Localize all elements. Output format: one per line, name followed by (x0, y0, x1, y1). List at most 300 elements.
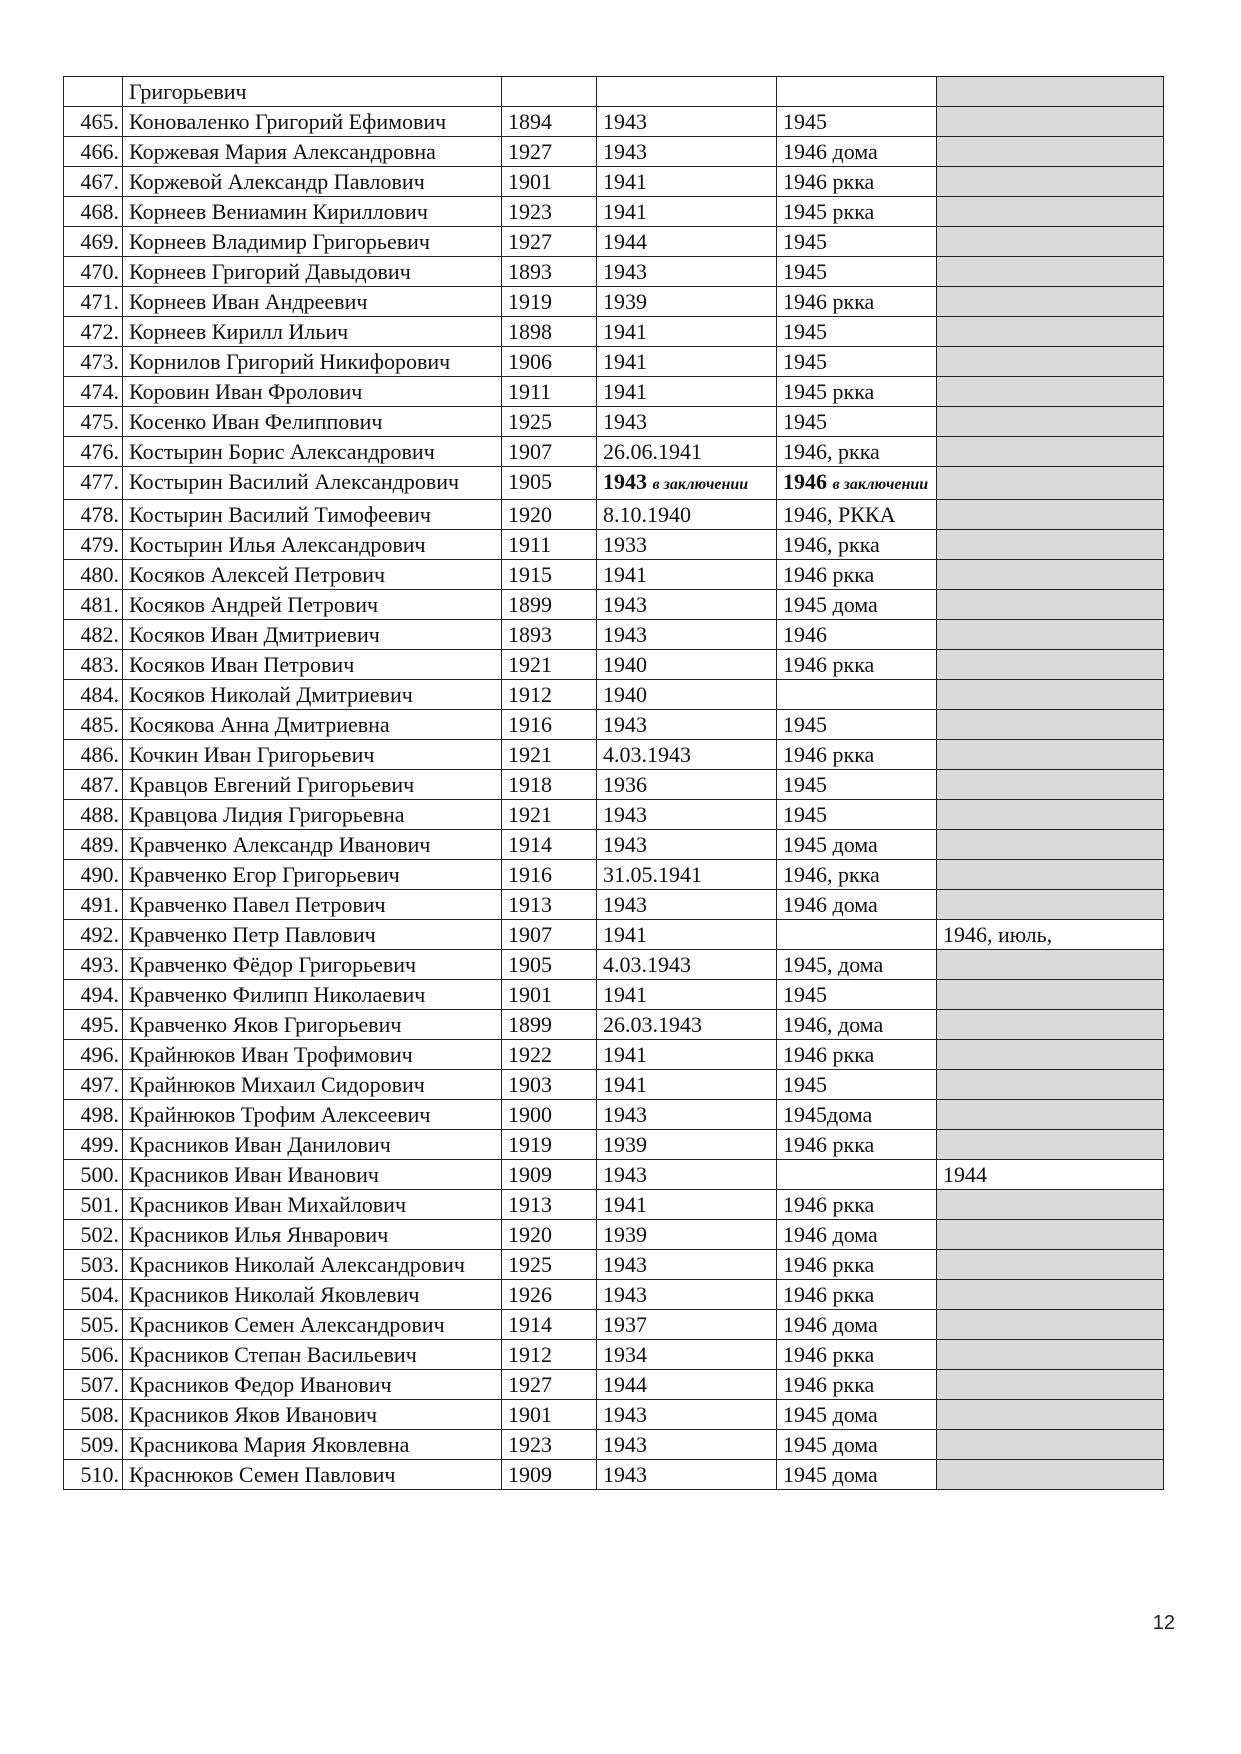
from-date-cell: 1943 (597, 107, 777, 137)
row-number-cell: 476. (64, 437, 123, 467)
birth-year-cell: 1915 (502, 560, 597, 590)
birth-year-cell: 1920 (502, 1220, 597, 1250)
to-date-cell: 1946 ркка (777, 1190, 937, 1220)
row-number-cell: 466. (64, 137, 123, 167)
table-row (64, 650, 1164, 680)
to-date-cell (777, 920, 937, 950)
name-cell: Кравченко Егор Григорьевич (123, 860, 502, 890)
row-number-cell: 471. (64, 287, 123, 317)
to-date-cell: 1945 (777, 770, 937, 800)
name-cell: Кравченко Александр Иванович (123, 830, 502, 860)
from-date-cell: 1941 (597, 1040, 777, 1070)
note-cell (937, 710, 1164, 740)
table-row (64, 560, 1164, 590)
table-row (64, 407, 1164, 437)
to-date-cell: 1946, ркка (777, 860, 937, 890)
birth-year-cell: 1923 (502, 1430, 597, 1460)
table-row (64, 1040, 1164, 1070)
to-date-cell: 1946 ркка (777, 650, 937, 680)
to-date-cell: 1945 дома (777, 1400, 937, 1430)
note-cell (937, 950, 1164, 980)
birth-year-cell: 1925 (502, 1250, 597, 1280)
birth-year-cell: 1921 (502, 650, 597, 680)
from-date-cell: 1943 (597, 137, 777, 167)
table-row (64, 1160, 1164, 1190)
to-date-cell: 1946 дома (777, 1310, 937, 1340)
name-cell: Кравченко Филипп Николаевич (123, 980, 502, 1010)
note-cell (937, 197, 1164, 227)
to-date-cell: 1946 дома (777, 137, 937, 167)
name-cell: Красников Иван Данилович (123, 1130, 502, 1160)
from-date-cell: 1943 (597, 1160, 777, 1190)
from-date-cell: 1937 (597, 1310, 777, 1340)
table-row (64, 1370, 1164, 1400)
note-cell (937, 1100, 1164, 1130)
to-date-cell: 1945 дома (777, 830, 937, 860)
table-row (64, 800, 1164, 830)
table-row (64, 377, 1164, 407)
from-date-cell: 1941 (597, 1070, 777, 1100)
to-date-cell: 1946, ркка (777, 530, 937, 560)
name-cell: Красников Иван Иванович (123, 1160, 502, 1190)
birth-year-cell: 1921 (502, 740, 597, 770)
from-date-cell: 26.06.1941 (597, 437, 777, 467)
from-date-cell: 1944 (597, 1370, 777, 1400)
table-row (64, 740, 1164, 770)
to-date-cell: 1945 дома (777, 1460, 937, 1490)
birth-year-cell: 1927 (502, 227, 597, 257)
name-cell: Красников Яков Иванович (123, 1400, 502, 1430)
row-number-cell: 467. (64, 167, 123, 197)
note-cell (937, 1250, 1164, 1280)
name-cell: Кравцова Лидия Григорьевна (123, 800, 502, 830)
name-cell: Коржевой Александр Павлович (123, 167, 502, 197)
note-cell (937, 437, 1164, 467)
table-row (64, 287, 1164, 317)
note-cell (937, 830, 1164, 860)
to-date-cell: 1945, дома (777, 950, 937, 980)
birth-year-cell: 1914 (502, 830, 597, 860)
from-date-cell: 26.03.1943 (597, 1010, 777, 1040)
row-number-cell: 485. (64, 710, 123, 740)
from-date-cell: 1939 (597, 287, 777, 317)
name-cell: Красников Иван Михайлович (123, 1190, 502, 1220)
name-cell: Коноваленко Григорий Ефимович (123, 107, 502, 137)
name-cell: Григорьевич (123, 77, 502, 107)
birth-year-cell: 1901 (502, 980, 597, 1010)
to-date-cell: 1945 дома (777, 590, 937, 620)
from-date-cell: 1934 (597, 1340, 777, 1370)
from-date-cell: 1936 (597, 770, 777, 800)
to-date-cell: 1946 ркка (777, 167, 937, 197)
birth-year-cell: 1919 (502, 287, 597, 317)
name-cell: Крайнюков Иван Трофимович (123, 1040, 502, 1070)
row-number-cell: 491. (64, 890, 123, 920)
row-number-cell: 469. (64, 227, 123, 257)
birth-year-cell: 1912 (502, 1340, 597, 1370)
name-cell: Красников Федор Иванович (123, 1370, 502, 1400)
table-row (64, 257, 1164, 287)
birth-year-cell: 1927 (502, 1370, 597, 1400)
table-row (64, 680, 1164, 710)
birth-year-cell: 1903 (502, 1070, 597, 1100)
from-date-note: в заключении (652, 476, 749, 493)
to-date-cell: 1946 ркка (777, 740, 937, 770)
birth-year-cell: 1918 (502, 770, 597, 800)
note-cell (937, 770, 1164, 800)
note-cell (937, 227, 1164, 257)
note-cell (937, 1310, 1164, 1340)
to-date-cell: 1946 ркка (777, 560, 937, 590)
note-cell (937, 650, 1164, 680)
from-date-cell: 1943 (597, 1280, 777, 1310)
to-date-cell: 1946 дома (777, 890, 937, 920)
name-cell: Коровин Иван Фролович (123, 377, 502, 407)
birth-year-cell: 1899 (502, 1010, 597, 1040)
table-row (64, 1010, 1164, 1040)
birth-year-cell: 1906 (502, 347, 597, 377)
to-date-cell (777, 1160, 937, 1190)
to-date-cell: 1945 (777, 710, 937, 740)
row-number-cell: 484. (64, 680, 123, 710)
to-date-cell: 1945дома (777, 1100, 937, 1130)
note-cell (937, 287, 1164, 317)
note-cell (937, 590, 1164, 620)
table-row (64, 920, 1164, 950)
birth-year-cell: 1898 (502, 317, 597, 347)
name-cell: Крайнюков Трофим Алексеевич (123, 1100, 502, 1130)
note-cell (937, 1280, 1164, 1310)
row-number-cell: 488. (64, 800, 123, 830)
birth-year-cell: 1893 (502, 620, 597, 650)
to-date-cell: 1945 ркка (777, 197, 937, 227)
table-row (64, 1100, 1164, 1130)
row-number-cell: 487. (64, 770, 123, 800)
row-number-cell: 490. (64, 860, 123, 890)
name-cell: Кравченко Яков Григорьевич (123, 1010, 502, 1040)
birth-year-cell: 1900 (502, 1100, 597, 1130)
row-number-cell: 509. (64, 1430, 123, 1460)
note-cell (937, 467, 1164, 500)
name-cell: Косяков Николай Дмитриевич (123, 680, 502, 710)
table-row (64, 890, 1164, 920)
table-row (64, 107, 1164, 137)
row-number-cell: 510. (64, 1460, 123, 1490)
birth-year-cell: 1919 (502, 1130, 597, 1160)
to-date-cell: 1946, дома (777, 1010, 937, 1040)
from-date-cell: 1943 (597, 830, 777, 860)
name-cell: Косяков Андрей Петрович (123, 590, 502, 620)
to-date-cell: 1945 (777, 227, 937, 257)
name-cell: Костырин Василий Тимофеевич (123, 500, 502, 530)
birth-year-cell: 1893 (502, 257, 597, 287)
name-cell: Коржевая Мария Александровна (123, 137, 502, 167)
to-date-cell: 1946, ркка (777, 437, 937, 467)
name-cell: Косяков Иван Дмитриевич (123, 620, 502, 650)
table-row (64, 620, 1164, 650)
to-date-cell: 1946 ркка (777, 1370, 937, 1400)
from-date-cell: 1941 (597, 377, 777, 407)
row-number-cell: 504. (64, 1280, 123, 1310)
table-row (64, 1280, 1164, 1310)
row-number-cell: 499. (64, 1130, 123, 1160)
row-number-cell: 494. (64, 980, 123, 1010)
name-cell: Красников Степан Васильевич (123, 1340, 502, 1370)
table-row (64, 1190, 1164, 1220)
note-cell (937, 1370, 1164, 1400)
to-date-cell: 1946 ркка (777, 1280, 937, 1310)
table-row (64, 77, 1164, 107)
birth-year-cell: 1922 (502, 1040, 597, 1070)
row-number-cell: 493. (64, 950, 123, 980)
table-row (64, 197, 1164, 227)
from-date-cell: 1941 (597, 1190, 777, 1220)
birth-year-cell: 1911 (502, 377, 597, 407)
row-number-cell: 481. (64, 590, 123, 620)
note-cell (937, 1190, 1164, 1220)
table-row (64, 137, 1164, 167)
birth-year-cell: 1911 (502, 530, 597, 560)
row-number-cell (64, 77, 123, 107)
birth-year-cell: 1912 (502, 680, 597, 710)
note-cell (937, 500, 1164, 530)
from-date-cell: 1941 (597, 980, 777, 1010)
row-number-cell: 480. (64, 560, 123, 590)
from-date-cell: 1943 (597, 1400, 777, 1430)
table-row (64, 467, 1164, 500)
to-date-cell: 1945 (777, 980, 937, 1010)
row-number-cell: 468. (64, 197, 123, 227)
birth-year-cell: 1913 (502, 890, 597, 920)
name-cell: Корнеев Кирилл Ильич (123, 317, 502, 347)
from-date-cell: 1943 (597, 890, 777, 920)
from-date-cell: 1941 (597, 197, 777, 227)
note-cell: 1946, июль, (937, 920, 1164, 950)
row-number-cell: 502. (64, 1220, 123, 1250)
from-date-cell (597, 467, 777, 500)
note-cell (937, 257, 1164, 287)
row-number-cell: 496. (64, 1040, 123, 1070)
table-row (64, 590, 1164, 620)
name-cell: Корнеев Григорий Давыдович (123, 257, 502, 287)
birth-year-cell: 1914 (502, 1310, 597, 1340)
name-cell: Крайнюков Михаил Сидорович (123, 1070, 502, 1100)
from-date-cell: 1943 (597, 1250, 777, 1280)
row-number-cell: 508. (64, 1400, 123, 1430)
table-row (64, 710, 1164, 740)
row-number-cell: 507. (64, 1370, 123, 1400)
name-cell: Кравцов Евгений Григорьевич (123, 770, 502, 800)
birth-year-cell: 1894 (502, 107, 597, 137)
note-cell (937, 620, 1164, 650)
to-date-cell: 1946 ркка (777, 1040, 937, 1070)
birth-year-cell: 1905 (502, 950, 597, 980)
note-cell (937, 890, 1164, 920)
name-cell: Кравченко Павел Петрович (123, 890, 502, 920)
to-date-cell: 1945 (777, 407, 937, 437)
to-date-cell: 1945 (777, 107, 937, 137)
row-number-cell: 479. (64, 530, 123, 560)
to-date-cell: 1946 дома (777, 1220, 937, 1250)
to-date-note: в заключении (832, 476, 929, 493)
name-cell: Красникова Мария Яковлевна (123, 1430, 502, 1460)
from-date-cell: 1943 (597, 710, 777, 740)
note-cell (937, 317, 1164, 347)
from-date-cell: 1941 (597, 560, 777, 590)
from-date-cell: 31.05.1941 (597, 860, 777, 890)
birth-year-cell: 1923 (502, 197, 597, 227)
birth-year-cell: 1913 (502, 1190, 597, 1220)
birth-year-cell: 1899 (502, 590, 597, 620)
name-cell: Кравченко Петр Павлович (123, 920, 502, 950)
to-date-cell: 1946 ркка (777, 287, 937, 317)
birth-year-cell: 1921 (502, 800, 597, 830)
note-cell (937, 860, 1164, 890)
table-row (64, 950, 1164, 980)
table-row (64, 1070, 1164, 1100)
name-cell: Костырин Борис Александрович (123, 437, 502, 467)
from-date-cell: 1943 (597, 620, 777, 650)
birth-year-cell: 1920 (502, 500, 597, 530)
row-number-cell: 495. (64, 1010, 123, 1040)
table-row (64, 1430, 1164, 1460)
row-number-cell: 482. (64, 620, 123, 650)
from-date-cell: 1941 (597, 317, 777, 347)
to-date-cell: 1945 (777, 1070, 937, 1100)
table-row (64, 500, 1164, 530)
row-number-cell: 472. (64, 317, 123, 347)
from-date-cell (597, 77, 777, 107)
from-date-cell: 1939 (597, 1130, 777, 1160)
row-number-cell: 497. (64, 1070, 123, 1100)
note-cell (937, 167, 1164, 197)
from-date-cell: 1933 (597, 530, 777, 560)
note-cell (937, 1460, 1164, 1490)
note-cell (937, 530, 1164, 560)
to-date-value: 1946 (783, 469, 827, 494)
note-cell (937, 137, 1164, 167)
birth-year-cell: 1907 (502, 920, 597, 950)
from-date-cell: 1939 (597, 1220, 777, 1250)
to-date-cell (777, 77, 937, 107)
name-cell: Косенко Иван Фелиппович (123, 407, 502, 437)
to-date-cell: 1945 ркка (777, 377, 937, 407)
name-cell: Красников Семен Александрович (123, 1310, 502, 1340)
table-row (64, 530, 1164, 560)
records-table-body (64, 77, 1164, 1490)
birth-year-cell: 1901 (502, 1400, 597, 1430)
note-cell (937, 1340, 1164, 1370)
from-date-cell: 1940 (597, 650, 777, 680)
table-row (64, 227, 1164, 257)
birth-year-cell: 1925 (502, 407, 597, 437)
birth-year-cell: 1926 (502, 1280, 597, 1310)
note-cell (937, 347, 1164, 377)
note-cell (937, 740, 1164, 770)
row-number-cell: 500. (64, 1160, 123, 1190)
from-date-cell: 1941 (597, 167, 777, 197)
name-cell: Красников Николай Яковлевич (123, 1280, 502, 1310)
from-date-cell: 1943 (597, 800, 777, 830)
from-date-cell: 1943 (597, 407, 777, 437)
row-number-cell: 486. (64, 740, 123, 770)
birth-year-cell: 1927 (502, 137, 597, 167)
from-date-cell: 4.03.1943 (597, 740, 777, 770)
row-number-cell: 473. (64, 347, 123, 377)
table-row (64, 1460, 1164, 1490)
name-cell: Косяков Иван Петрович (123, 650, 502, 680)
name-cell: Кравченко Фёдор Григорьевич (123, 950, 502, 980)
row-number-cell: 501. (64, 1190, 123, 1220)
row-number-cell: 505. (64, 1310, 123, 1340)
note-cell (937, 1400, 1164, 1430)
table-row (64, 860, 1164, 890)
name-cell: Косякова Анна Дмитриевна (123, 710, 502, 740)
birth-year-cell: 1909 (502, 1460, 597, 1490)
row-number-cell: 475. (64, 407, 123, 437)
note-cell (937, 1130, 1164, 1160)
from-date-cell: 1943 (597, 1460, 777, 1490)
from-date-cell: 1943 (597, 590, 777, 620)
name-cell: Корнеев Владимир Григорьевич (123, 227, 502, 257)
note-cell: 1944 (937, 1160, 1164, 1190)
note-cell (937, 980, 1164, 1010)
note-cell (937, 680, 1164, 710)
from-date-cell: 1941 (597, 920, 777, 950)
table-row (64, 317, 1164, 347)
row-number-cell: 478. (64, 500, 123, 530)
from-date-cell: 1941 (597, 347, 777, 377)
table-row (64, 830, 1164, 860)
note-cell (937, 107, 1164, 137)
row-number-cell: 465. (64, 107, 123, 137)
from-date-cell: 4.03.1943 (597, 950, 777, 980)
from-date-cell: 1943 (597, 257, 777, 287)
to-date-cell: 1945 (777, 347, 937, 377)
table-row (64, 167, 1164, 197)
row-number-cell: 477. (64, 467, 123, 500)
table-row (64, 770, 1164, 800)
row-number-cell: 474. (64, 377, 123, 407)
note-cell (937, 1220, 1164, 1250)
to-date-cell: 1946 ркка (777, 1130, 937, 1160)
row-number-cell: 498. (64, 1100, 123, 1130)
name-cell: Корнеев Иван Андреевич (123, 287, 502, 317)
name-cell: Косяков Алексей Петрович (123, 560, 502, 590)
note-cell (937, 77, 1164, 107)
to-date-cell (777, 467, 937, 500)
table-row (64, 1130, 1164, 1160)
note-cell (937, 1010, 1164, 1040)
note-cell (937, 1070, 1164, 1100)
name-cell: Кочкин Иван Григорьевич (123, 740, 502, 770)
note-cell (937, 377, 1164, 407)
row-number-cell: 489. (64, 830, 123, 860)
row-number-cell: 492. (64, 920, 123, 950)
from-date-cell: 8.10.1940 (597, 500, 777, 530)
table-row (64, 347, 1164, 377)
records-table (63, 76, 1164, 1490)
to-date-cell: 1946 ркка (777, 1250, 937, 1280)
table-row (64, 1310, 1164, 1340)
row-number-cell: 506. (64, 1340, 123, 1370)
birth-year-cell: 1901 (502, 167, 597, 197)
note-cell (937, 800, 1164, 830)
table-row (64, 437, 1164, 467)
from-date-cell: 1940 (597, 680, 777, 710)
birth-year-cell: 1916 (502, 860, 597, 890)
row-number-cell: 483. (64, 650, 123, 680)
